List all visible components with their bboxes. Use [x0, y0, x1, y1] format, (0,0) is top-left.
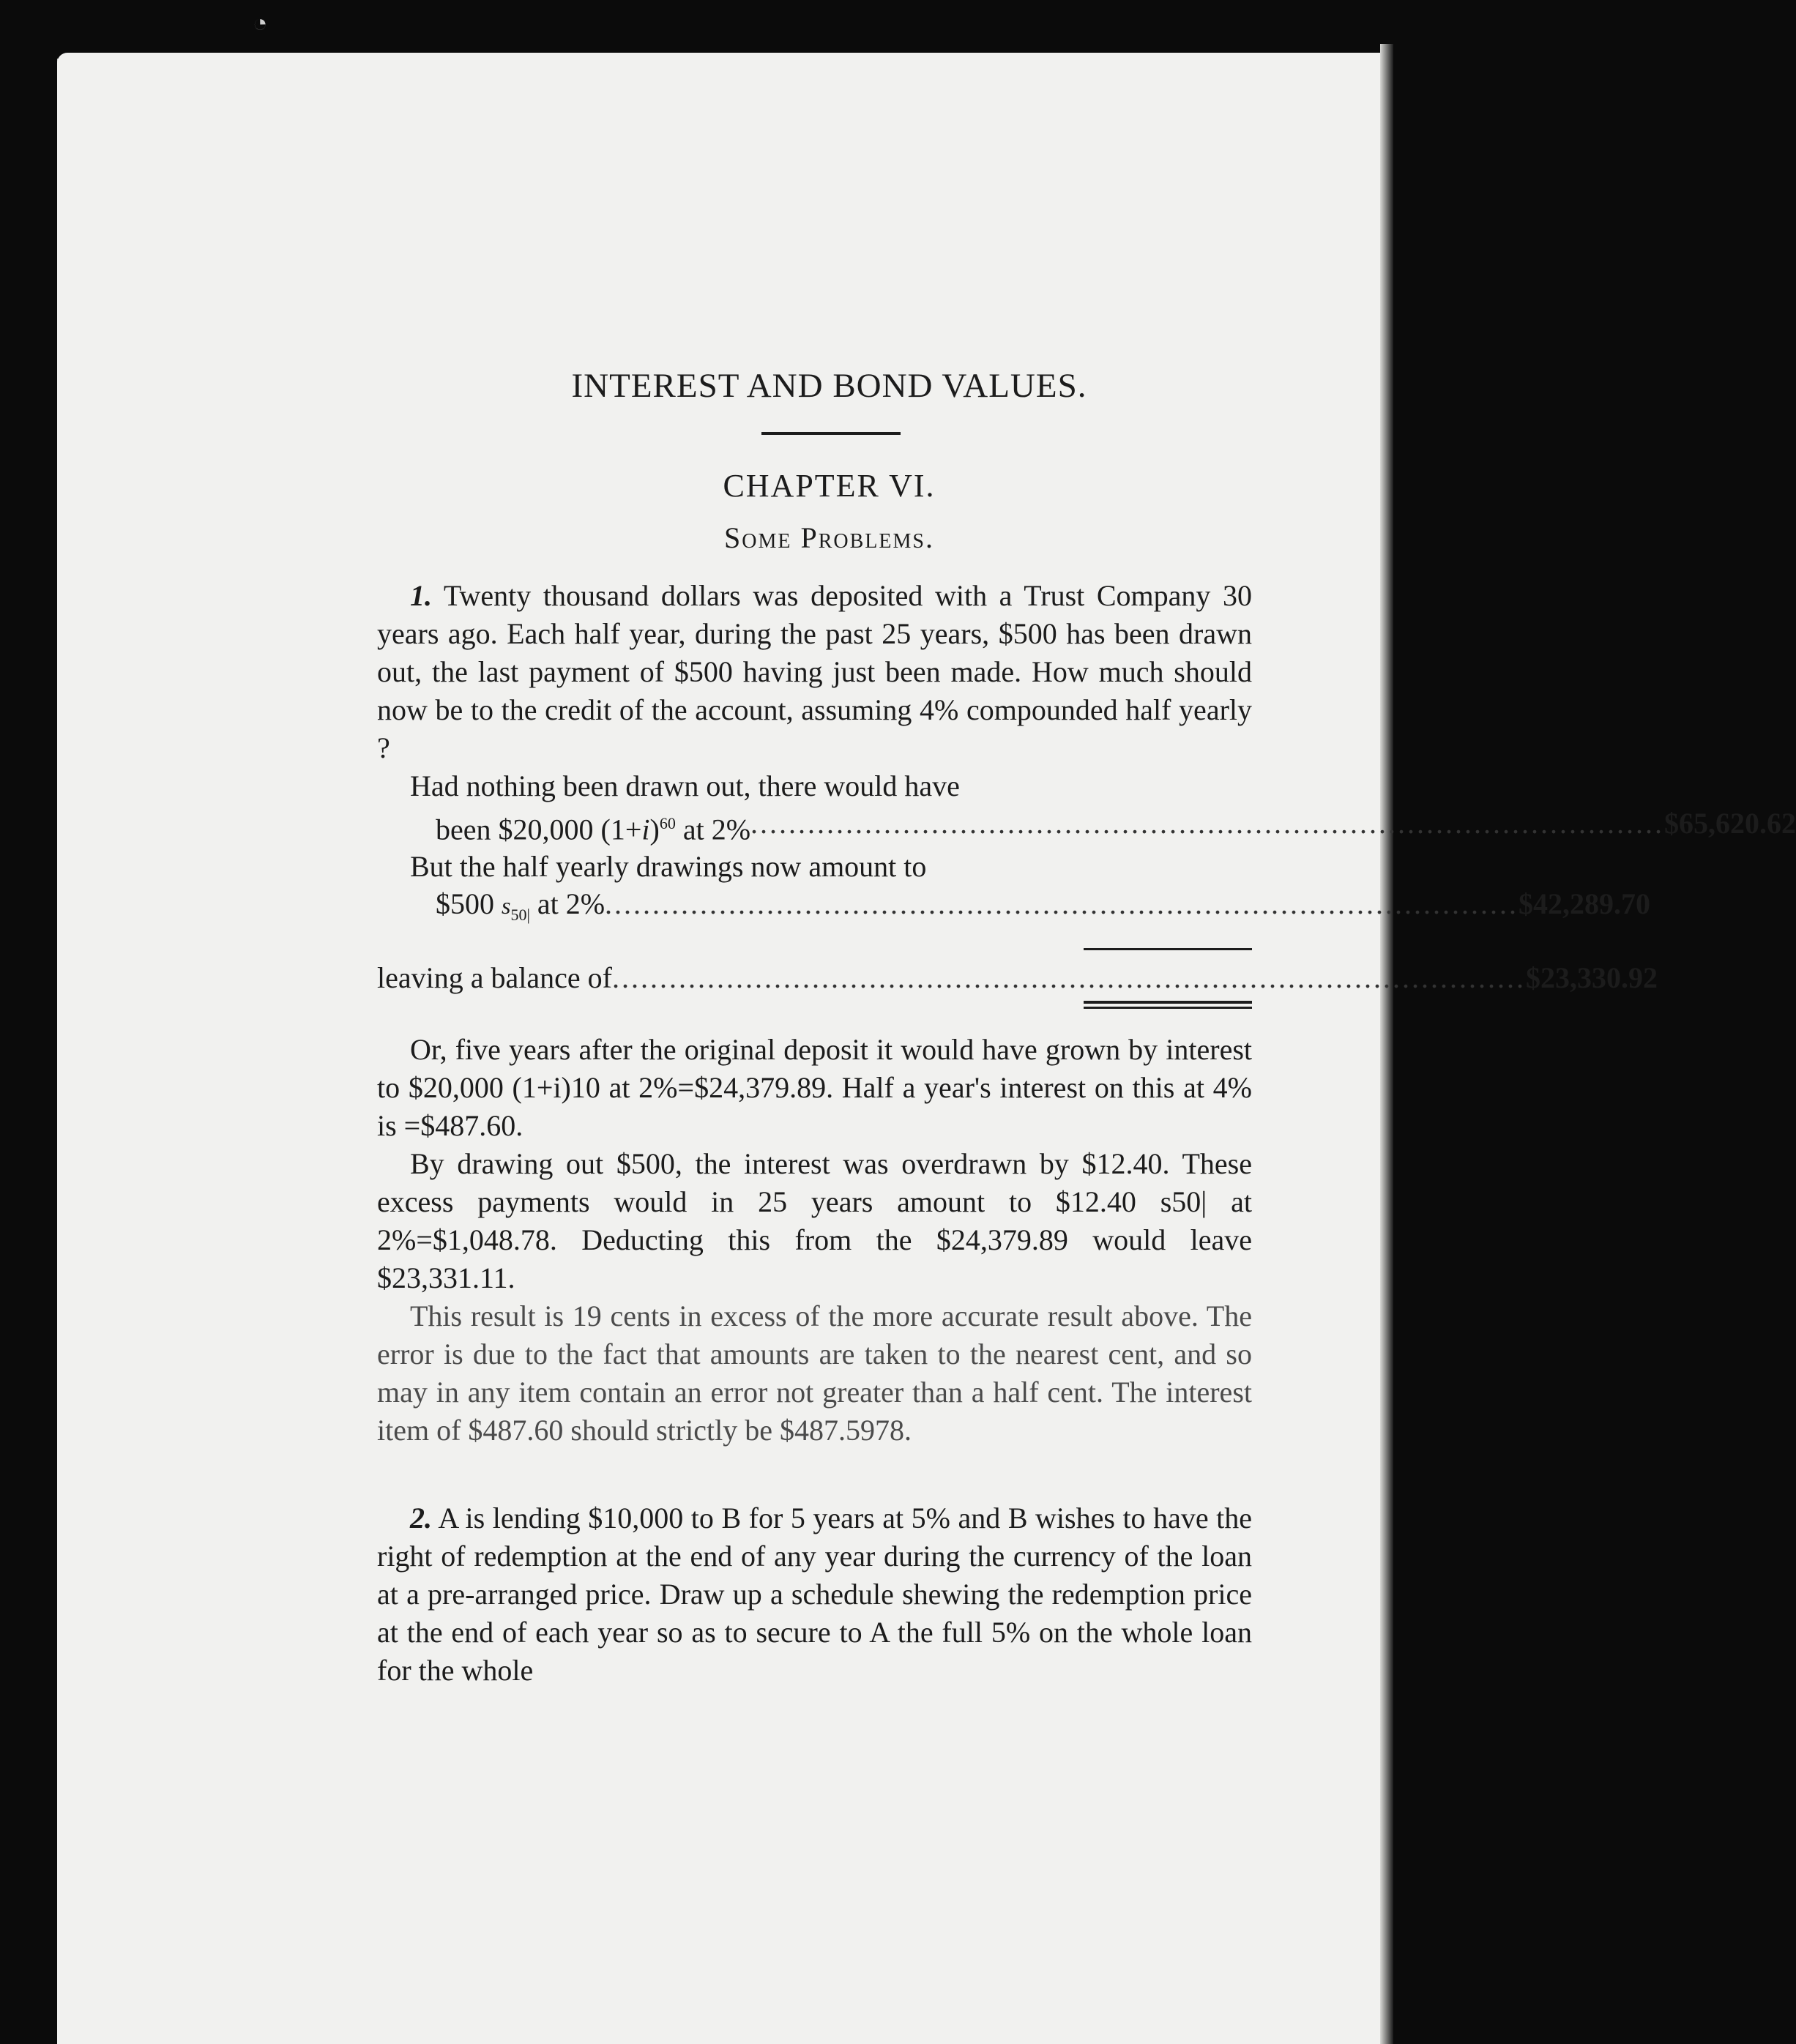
calc-balance-line: leaving a balance of ................................................................................................ $23,330.92: [377, 959, 1252, 996]
problem-2-number: 2.: [410, 1502, 432, 1535]
total-rule-1: [1084, 1001, 1252, 1004]
calc-amount-2: $42,289.70: [1519, 887, 1651, 921]
problem-1-text: Twenty thousand dollars was deposited with a Trust Company 30 years ago. Each half year, during the past 25 years, $500 has been drawn out, the last payment of $500 having just been made. How much should now be to the credit of the account, assuming 4% compounded half yearly ?: [377, 579, 1252, 764]
running-head: INTEREST AND BOND VALUES.: [571, 367, 1087, 405]
page-content: [377, 366, 1796, 1690]
scan-mark-icon: ◔: [253, 10, 268, 37]
problem-1-number: 1.: [410, 579, 432, 612]
calc-line-1: Had nothing been drawn out, there would have: [410, 769, 960, 802]
problem-2-statement: [377, 1499, 1252, 1690]
calc-line-2: been $20,000 $(1+i)^{60}$ at 2% ................................................................................................ $65,620.62: [377, 805, 1252, 848]
page-edge-right: [1380, 44, 1393, 2044]
calc-amount-1: $65,620.62: [1664, 807, 1796, 840]
problem-1-statement: [377, 577, 1252, 767]
problem-1-paragraph-3: By drawing out $500, the interest was overdrawn by $12.40. These excess payments would in 25 years amount to $12.40 s50| at 2%=$1,048.78. Deducting this from the $24,379.89 would leave $23,331.11.: [377, 1147, 1252, 1295]
title-rule: [761, 432, 901, 435]
calc-line-3: But the half yearly drawings now amount to: [410, 850, 927, 884]
problem-2-text: A is lending $10,000 to B for 5 years at 5% and B wishes to have the right of redemption at the end of any year during the currency of the loan at a pre-arranged price. Draw up a schedule shewing the redemption price at the end of each year so as to secure to A the full 5% on the whole loan for the whole: [377, 1502, 1252, 1687]
problem-1-paragraph-4: This result is 19 cents in excess of the more accurate result above. The error is due to the fact that amounts are taken to the nearest cent, and so may in any item contain an error not greater than a half cent. The interest item of $487.60 should strictly be $487.5978.: [377, 1299, 1252, 1447]
calc-line-4: $500 $s_{50|}$ at 2% ................................................................................................ $42,289.70: [377, 885, 1252, 933]
chapter-subtitle: Some Problems.: [724, 521, 934, 554]
problem-1-paragraph-2: Or, five years after the original deposit it would have grown by interest to $20,000 (1+i)10 at 2%=$24,379.89. Half a year's interest on this at 4% is =$487.60.: [377, 1033, 1252, 1143]
problem-1-calculation: [377, 767, 1796, 1009]
calc-balance-amount: $23,330.92: [1525, 961, 1658, 995]
chapter-heading: CHAPTER VI.: [723, 468, 936, 504]
